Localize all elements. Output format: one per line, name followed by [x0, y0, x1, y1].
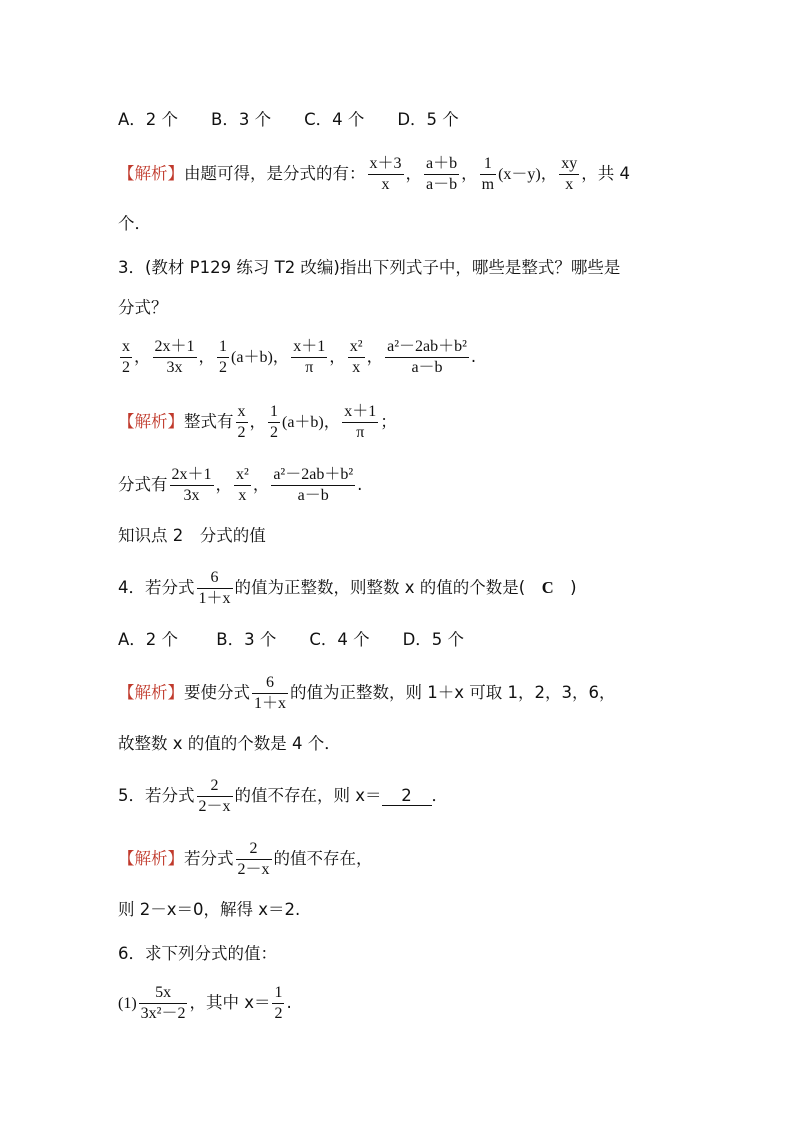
analysis-q5: 【解析】若分式 $\frac{2}{2-x}$ 的值不存在，: [118, 840, 373, 878]
analysis-q3-integers: 【解析】整式有 $\frac{x}{2}$ ， $\frac{1}{2}$ (a＋b)， $\frac{x+1}{\pi}$ ；: [118, 403, 397, 441]
fraction: $\frac{1}{m}$: [481, 155, 495, 193]
fraction: $\frac{1}{2}$: [274, 984, 283, 1022]
analysis-q4-cont: 故整数 x 的值的个数是 4 个．: [118, 734, 341, 753]
fraction: $\frac{\text{a²－2ab＋b²}}{a-b}$: [387, 338, 467, 376]
analysis-q2-cont: 个．: [118, 214, 151, 233]
options-q2: A．2 个 B．3 个 C．4 个 D．5 个: [118, 110, 459, 129]
question-6: 6．求下列分式的值：: [118, 944, 277, 963]
fraction: $\frac{1}{2}$: [219, 338, 228, 376]
fraction: $\frac{xy}{x}$: [561, 155, 578, 193]
fraction: $\frac{2}{2-x}$: [198, 777, 231, 815]
fraction: $\frac{5x}{\text{3x²－2}}$: [140, 984, 186, 1022]
fraction: $\frac{2x+1}{3x}$: [171, 466, 212, 504]
answer: C: [541, 578, 554, 597]
analysis-q3-fractions: 分式有 $\frac{2x+1}{3x}$ ， $\frac{\text{x²}}{x}$ ， $\frac{\text{a²－2ab＋b²}}{a-b}$ .: [118, 466, 363, 504]
question-5: 5．若分式 $\frac{2}{2-x}$ 的值不存在，则 x＝ 2 ．: [118, 777, 449, 815]
fraction: $\frac{x}{2}$: [122, 338, 130, 376]
fraction: $\frac{\text{a²－2ab＋b²}}{a-b}$: [273, 466, 354, 504]
question-3: 3．(教材 P129 练习 T2 改编)指出下列式子中，哪些是整式？哪些是: [118, 258, 621, 277]
analysis-q5-cont: 则 2－x＝0，解得 x＝2.: [118, 900, 301, 919]
fraction: $\frac{1}{2}$: [270, 403, 278, 441]
fraction: $\frac{\text{x²}}{x}$: [236, 466, 249, 504]
question-4: 4．若分式 $\frac{6}{1+x}$ 的值为正整数，则整数 x 的值的个数是( C ): [118, 569, 577, 607]
fraction: $\frac{x+1}{\pi}$: [293, 338, 326, 376]
question-3-expressions: $\frac{x}{2}$ ， $\frac{2x+1}{3x}$ ， $\frac{1}{2}$ (a＋b)， $\frac{x+1}{\pi}$ ， $\frac{\text{x²}}{x}$ ， $\frac{\text{a²－2ab＋b²}}{a-b}$ .: [122, 338, 477, 376]
fraction: $\frac{x+3}{x}$: [369, 155, 402, 193]
fraction: $\frac{6}{1+x}$: [254, 674, 287, 712]
fraction: $\frac{a+b}{a-b}$: [426, 155, 458, 193]
section-heading: 知识点 2 分式的值: [118, 526, 266, 545]
fraction: $\frac{2}{2-x}$: [237, 840, 270, 878]
analysis-q4: 【解析】要使分式 $\frac{6}{1+x}$ 的值为正整数，则 1＋x 可取 1，2，3，6，: [118, 674, 616, 712]
fraction: $\frac{6}{1+x}$: [198, 569, 231, 607]
analysis-tag: 【解析】: [118, 164, 184, 183]
fraction: $\frac{\text{x²}}{x}$: [349, 338, 363, 376]
fraction: $\frac{2x+1}{3x}$: [154, 338, 195, 376]
question-3-cont: 分式？: [118, 298, 168, 317]
answer-blank: 2: [382, 787, 432, 806]
question-6-part1: (1) $\frac{5x}{\text{3x²－2}}$ ，其中 x＝ $\frac{1}{2}$ .: [118, 984, 292, 1022]
fraction: $\frac{x+1}{\pi}$: [344, 403, 377, 441]
analysis-q2: 【解析】由题可得，是分式的有： $\frac{x+3}{x}$ ， $\frac{a+b}{a-b}$ ， $\frac{1}{m}$ (x－y)， $\frac{xy}{x}$ ，共 4: [118, 155, 630, 193]
fraction: $\frac{x}{2}$: [237, 403, 246, 441]
options-q4: A．2 个 B．3 个 C．4 个 D．5 个: [118, 630, 465, 649]
